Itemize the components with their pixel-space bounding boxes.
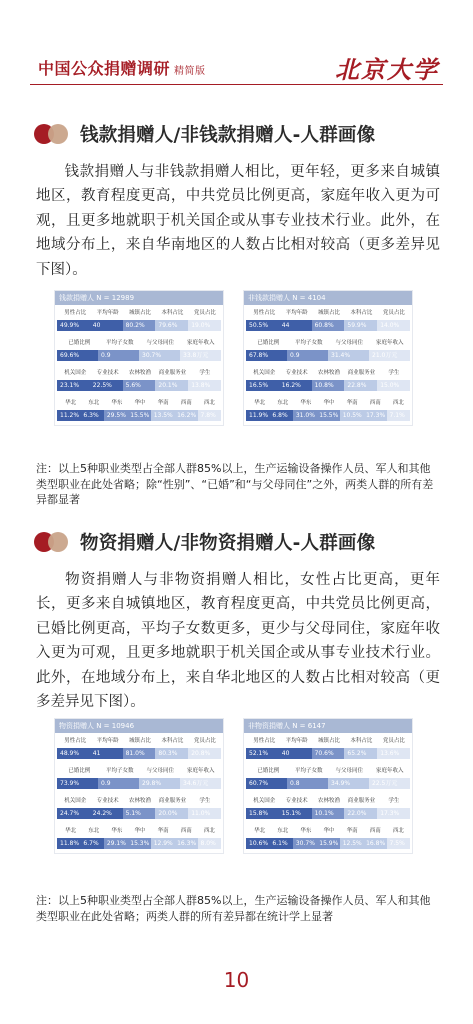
metric-value: 17.3% [377,808,410,819]
metric-value: 6.7% [80,838,103,849]
metric-value: 29.8% [139,778,180,789]
row-values [246,410,410,421]
metric-value: 65.2% [344,748,377,759]
metric-value: 14.0% [377,320,410,331]
panel-row [55,365,223,395]
metric-value: 17.3% [363,410,386,421]
panel-row [244,823,412,853]
pku-logo: 北京大学 [335,55,439,84]
metric-label: 已婚比例 [257,340,280,346]
metric-label: 本科占比 [350,310,373,316]
metric-value: 16.5% [246,380,279,391]
row-labels [59,826,221,836]
metric-label: 华东 [300,828,312,834]
metric-label: 男性占比 [64,738,87,744]
metric-value: 16.3% [174,838,197,849]
metric-value: 16.2% [279,380,312,391]
row-values [246,778,410,789]
metric-label: 平均年龄 [285,738,308,744]
metric-label: 城镇占比 [129,310,152,316]
metric-label: 平均年龄 [96,738,119,744]
row-labels [248,338,410,348]
metric-value: 30.7% [139,350,180,361]
section-paragraph [36,160,440,282]
row-labels [59,338,221,348]
metric-value: 21.0万元 [369,350,410,361]
metric-value: 10.5% [340,410,363,421]
metric-label: 农林牧渔 [318,798,341,804]
metric-value: 7.8% [198,410,221,421]
panel-header: 钱款捐赠人 N = 12989 [55,291,223,305]
metric-label: 党员占比 [193,310,216,316]
metric-value: 41 [90,748,123,759]
metric-value: 0.9 [98,350,139,361]
metric-label: 学生 [199,798,211,804]
metric-value: 22.5% [90,380,123,391]
metric-value: 79.6% [155,320,188,331]
metric-label: 学生 [199,370,211,376]
panel-header: 非物资捐赠人 N = 6147 [244,719,412,733]
metric-label: 与父母同住 [146,768,174,774]
infographic-non-goods-donors [243,718,413,854]
row-values [57,380,221,391]
footnote: 注：以上5种职业类型占全部人群85%以上，生产运输设备操作人员、军人和其他类型职业在此处省略；除“性别”、“已婚”和“与父母同住”之外，两类人群的所有差异都显著 [36,462,434,506]
metric-value: 11.2% [57,410,80,421]
metric-label: 东北 [277,828,289,834]
metric-value: 59.9% [344,320,377,331]
metric-label: 本科占比 [350,738,373,744]
metric-value: 13.8% [188,380,221,391]
metric-value: 60.7% [246,778,287,789]
panel-row [244,763,412,793]
metric-label: 农林牧渔 [318,370,341,376]
metric-label: 平均子女数 [294,768,323,774]
panel-header: 非钱款捐赠人 N = 4104 [244,291,412,305]
metric-value: 11.0% [188,808,221,819]
metric-label: 商业服务业 [347,798,376,804]
row-values [57,778,221,789]
metric-value: 7.5% [387,838,410,849]
metric-value: 29.5% [104,410,127,421]
metric-label: 平均子女数 [105,768,134,774]
metric-value: 7.1% [387,410,410,421]
metric-label: 机关国企 [64,798,87,804]
metric-value: 19.0% [188,320,221,331]
metric-label: 机关国企 [253,798,276,804]
section-bullet-icon [34,532,74,552]
metric-label: 平均年龄 [96,310,119,316]
row-values [246,808,410,819]
metric-value: 40 [90,320,123,331]
row-values [57,808,221,819]
section-title-money-donors [34,120,375,148]
panel-row [244,365,412,395]
panel-row [244,395,412,425]
section-paragraph [36,568,440,714]
metric-value: 31.0% [293,410,316,421]
panel-row [55,763,223,793]
metric-label: 商业服务业 [158,798,187,804]
metric-label: 西南 [180,828,192,834]
metric-label: 华南 [157,400,169,406]
metric-label: 男性占比 [253,310,276,316]
metric-value: 67.8% [246,350,287,361]
metric-value: 73.9% [57,778,98,789]
metric-label: 华中 [323,828,335,834]
metric-value: 15.3% [127,838,150,849]
metric-label: 男性占比 [64,310,87,316]
row-values [57,410,221,421]
metric-label: 学生 [388,370,400,376]
page-number: 10 [223,968,250,992]
header-divider [30,84,443,85]
metric-value: 69.6% [57,350,98,361]
section-heading: 物资捐赠人/非物资捐赠人-人群画像 [80,533,376,554]
metric-label: 专业技术 [285,370,308,376]
metric-value: 49.9% [57,320,90,331]
metric-value: 34.9% [328,778,369,789]
infographic-money-donors [54,290,224,426]
row-labels [59,368,221,378]
metric-value: 8.0% [198,838,221,849]
metric-label: 商业服务业 [347,370,376,376]
row-values [246,838,410,849]
report-edition: 精简版 [174,66,206,77]
metric-value: 20.1% [155,380,188,391]
metric-value: 31.4% [328,350,369,361]
metric-label: 党员占比 [193,738,216,744]
metric-value: 12.5% [340,838,363,849]
metric-value: 22.5万元 [369,778,410,789]
metric-label: 机关国企 [253,370,276,376]
metric-label: 专业技术 [96,370,119,376]
metric-label: 西北 [203,828,215,834]
row-values [246,380,410,391]
metric-value: 50.5% [246,320,279,331]
metric-label: 东北 [88,400,100,406]
section-bullet-icon [34,124,74,144]
metric-label: 学生 [388,798,400,804]
row-values [57,320,221,331]
panel-row [244,335,412,365]
metric-value: 24.7% [57,808,90,819]
panel-row [55,395,223,425]
metric-label: 党员占比 [382,738,405,744]
metric-label: 平均子女数 [294,340,323,346]
row-labels [248,796,410,806]
metric-value: 6.3% [80,410,103,421]
metric-label: 商业服务业 [158,370,187,376]
metric-label: 家庭年收入 [186,340,215,346]
metric-label: 与父母同住 [146,340,174,346]
metric-label: 党员占比 [382,310,405,316]
metric-value: 30.7% [293,838,316,849]
row-labels [59,796,221,806]
metric-label: 华北 [254,828,266,834]
metric-label: 农林牧渔 [129,370,152,376]
metric-label: 城镇占比 [318,310,341,316]
metric-value: 13.6% [377,748,410,759]
row-values [57,350,221,361]
metric-value: 15.5% [127,410,150,421]
row-labels [59,766,221,776]
metric-value: 24.2% [90,808,123,819]
row-values [57,838,221,849]
metric-label: 西南 [369,400,381,406]
paragraph-text: 物资捐赠人与非物资捐赠人相比，女性占比更高，更年长，更多来自城镇地区，教育程度更高，中共党员比例更高，已婚比例更高，平均子女数更多，更少与父母同住，家庭年收入更为可观，且更多地就职于机关国企或从事专业技术行业。此外，在地域分布上，来自华北地区的人数占比相对较高（更多差异见下图）。 [36,572,440,711]
infographic-goods-donors [54,718,224,854]
metric-value: 0.9 [98,778,139,789]
metric-label: 华东 [300,400,312,406]
metric-value: 6.1% [269,838,292,849]
metric-value: 15.5% [316,410,339,421]
metric-label: 东北 [277,400,289,406]
row-values [57,748,221,759]
panel-row [55,823,223,853]
row-labels [248,398,410,408]
row-values [246,350,410,361]
metric-value: 11.8% [57,838,80,849]
metric-label: 城镇占比 [318,738,341,744]
metric-label: 本科占比 [161,738,184,744]
metric-label: 华北 [65,828,77,834]
metric-value: 52.1% [246,748,279,759]
metric-value: 80.2% [123,320,156,331]
metric-value: 15.9% [316,838,339,849]
metric-value: 15.0% [377,380,410,391]
metric-value: 23.1% [57,380,90,391]
paragraph-text: 钱款捐赠人与非钱款捐赠人相比，更年轻，更多来自城镇地区，教育程度更高，中共党员比例更高，家庭年收入更为可观，且更多地就职于机关国企或从事专业技术行业。此外，在地域分布上，来自华南地区的人数占比相对较高（更多差异见下图）。 [36,164,440,278]
infographic-non-money-donors [243,290,413,426]
metric-label: 西南 [369,828,381,834]
metric-value: 5.6% [123,380,156,391]
metric-value: 0.9 [287,350,328,361]
metric-value: 22.8% [344,380,377,391]
metric-label: 农林牧渔 [129,798,152,804]
metric-label: 华南 [346,400,358,406]
metric-label: 平均年龄 [285,310,308,316]
section-heading: 钱款捐赠人/非钱款捐赠人-人群画像 [80,125,376,146]
metric-label: 已婚比例 [68,340,91,346]
metric-value: 20.8% [188,748,221,759]
metric-value: 81.0% [123,748,156,759]
metric-value: 33.8万元 [180,350,221,361]
section-title-goods-donors [34,528,375,556]
metric-label: 家庭年收入 [375,768,404,774]
metric-label: 华南 [346,828,358,834]
row-labels [59,308,221,318]
metric-label: 西南 [180,400,192,406]
metric-label: 与父母同住 [335,768,363,774]
panel-row [55,733,223,763]
metric-value: 12.9% [151,838,174,849]
metric-value: 10.1% [312,808,345,819]
metric-value: 22.0% [344,808,377,819]
row-labels [248,766,410,776]
metric-label: 华中 [323,400,335,406]
metric-label: 华中 [134,828,146,834]
metric-value: 10.8% [312,380,345,391]
metric-label: 华北 [65,400,77,406]
panel-row [55,305,223,335]
metric-label: 本科占比 [161,310,184,316]
footnote: 注：以上5种职业类型占全部人群85%以上，生产运输设备操作人员、军人和其他类型职业在此处省略；两类人群的所有差异都在统计学上显著 [36,894,431,923]
row-labels [59,736,221,746]
metric-label: 华东 [111,828,123,834]
metric-label: 华东 [111,400,123,406]
metric-label: 西北 [392,828,404,834]
panel-row [244,793,412,823]
metric-value: 6.8% [269,410,292,421]
metric-value: 44 [279,320,312,331]
row-labels [248,368,410,378]
metric-value: 15.1% [279,808,312,819]
metric-value: 10.6% [246,838,269,849]
metric-label: 平均子女数 [105,340,134,346]
metric-value: 16.8% [363,838,386,849]
metric-label: 已婚比例 [257,768,280,774]
report-title [38,56,206,79]
metric-value: 34.6万元 [180,778,221,789]
metric-label: 家庭年收入 [375,340,404,346]
metric-value: 13.5% [151,410,174,421]
metric-value: 11.9% [246,410,269,421]
row-values [246,748,410,759]
metric-label: 男性占比 [253,738,276,744]
metric-value: 29.1% [104,838,127,849]
metric-value: 20.0% [155,808,188,819]
metric-label: 与父母同住 [335,340,363,346]
metric-value: 70.6% [312,748,345,759]
row-labels [248,736,410,746]
row-labels [248,826,410,836]
metric-value: 15.8% [246,808,279,819]
metric-label: 华北 [254,400,266,406]
metric-label: 华南 [157,828,169,834]
panel-row [55,335,223,365]
metric-label: 专业技术 [285,798,308,804]
panel-row [55,793,223,823]
row-labels [248,308,410,318]
metric-value: 48.9% [57,748,90,759]
row-values [246,320,410,331]
row-labels [59,398,221,408]
metric-value: 80.3% [155,748,188,759]
metric-value: 5.1% [123,808,156,819]
metric-label: 专业技术 [96,798,119,804]
metric-value: 40 [279,748,312,759]
metric-label: 已婚比例 [68,768,91,774]
metric-value: 60.8% [312,320,345,331]
metric-label: 东北 [88,828,100,834]
metric-label: 西北 [392,400,404,406]
metric-label: 城镇占比 [129,738,152,744]
panel-row [244,305,412,335]
metric-label: 西北 [203,400,215,406]
metric-label: 机关国企 [64,370,87,376]
metric-label: 华中 [134,400,146,406]
report-title-text: 中国公众捐赠调研 [38,59,171,78]
panel-row [244,733,412,763]
metric-label: 家庭年收入 [186,768,215,774]
metric-value: 16.2% [174,410,197,421]
metric-value: 0.8 [287,778,328,789]
page-header [0,0,473,88]
panel-header: 物资捐赠人 N = 10946 [55,719,223,733]
